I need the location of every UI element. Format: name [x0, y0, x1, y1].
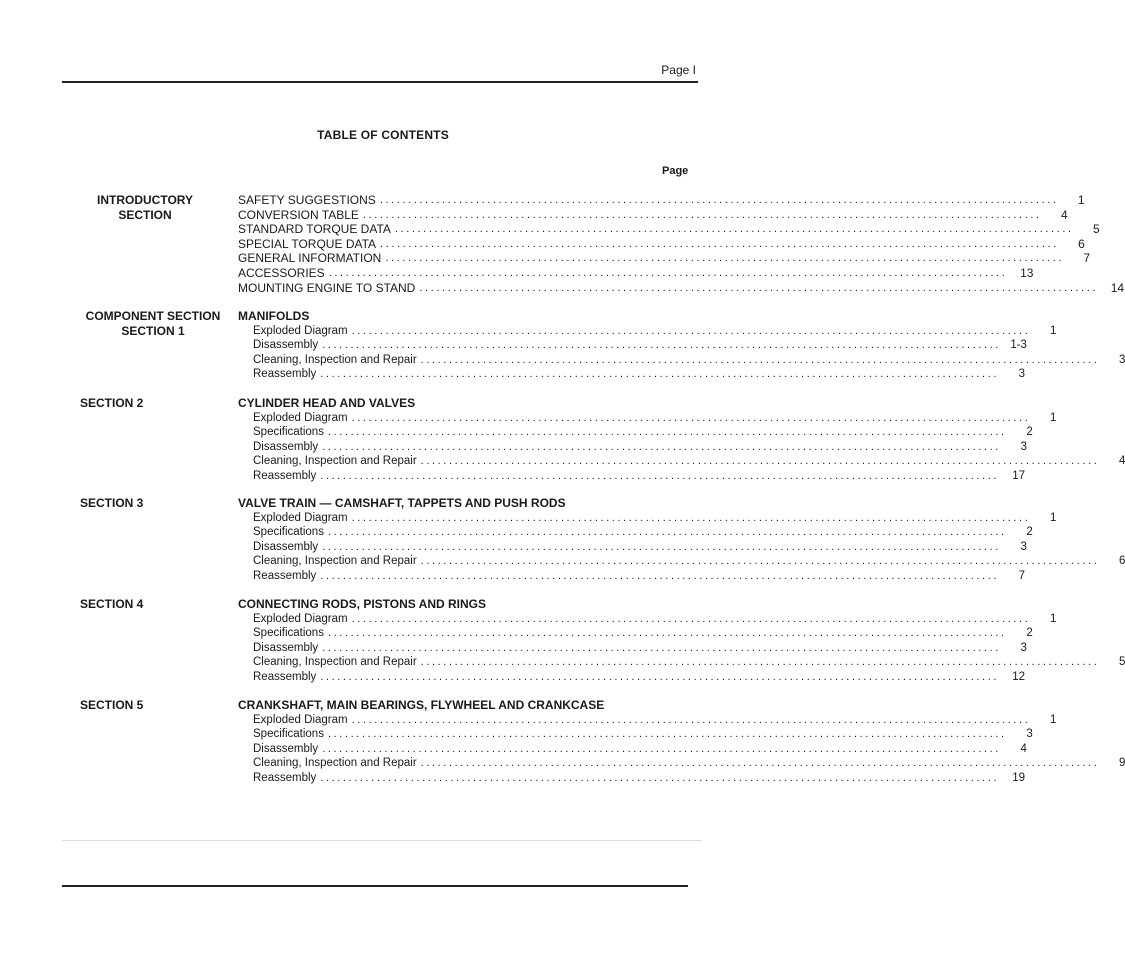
- dot-leader: ........................................................................................................................: [320, 771, 1000, 784]
- dot-leader: ........................................................................................................................: [327, 627, 1007, 640]
- section-heading-text: CRANKSHAFT, MAIN BEARINGS, FLYWHEEL AND CRANKCASE: [238, 698, 605, 712]
- section-label: [80, 396, 230, 411]
- entry-page: 6: [1078, 236, 1085, 251]
- toc-entry[interactable]: [238, 713, 1057, 728]
- entry-label: MOUNTING ENGINE TO STAND: [238, 280, 416, 295]
- toc-entry[interactable]: [238, 655, 1125, 670]
- section-heading: [238, 396, 688, 411]
- dot-leader: ........................................................................................................................: [351, 324, 1031, 337]
- entry-page: 2: [1026, 426, 1033, 439]
- entry-label: Reassembly: [253, 569, 317, 582]
- entry-page: 2: [1026, 526, 1033, 539]
- toc-entry[interactable]: [238, 670, 1026, 685]
- section-entries: [238, 496, 1125, 584]
- section-label: [80, 698, 230, 713]
- entry-page: 6: [1119, 555, 1125, 568]
- entry-page: 3: [1020, 540, 1027, 553]
- page-title: TABLE OF CONTENTS: [317, 128, 449, 142]
- dot-leader: ........................................................................................................................: [320, 569, 1000, 582]
- dot-leader: ........................................................................................................................: [320, 469, 1000, 482]
- entry-page: 3: [1020, 641, 1027, 654]
- toc-entry[interactable]: [238, 265, 1034, 281]
- toc-entry[interactable]: [238, 554, 1125, 569]
- entry-page: 19: [1012, 771, 1026, 784]
- entry-page: 14: [1110, 280, 1125, 295]
- section-label-line: SECTION 4: [80, 597, 144, 611]
- section-entries: [238, 396, 1125, 484]
- toc-entry[interactable]: [238, 251, 1091, 266]
- section-heading: [238, 698, 688, 713]
- dot-leader: ........................................................................................................................: [320, 368, 1000, 381]
- toc-entry[interactable]: [238, 454, 1125, 469]
- dot-leader: ........................................................................................................................: [322, 742, 1001, 755]
- section-label-line: SECTION 2: [80, 396, 144, 410]
- section-label: [78, 309, 228, 338]
- section-entries: [238, 193, 1125, 295]
- entry-label: Exploded Diagram: [253, 411, 348, 424]
- entry-label: Exploded Diagram: [253, 324, 348, 337]
- entry-page: 7: [1083, 251, 1091, 266]
- dot-leader: ........................................................................................................................: [419, 281, 1099, 294]
- dot-leader: ........................................................................................................................: [420, 353, 1100, 366]
- dot-leader: ........................................................................................................................: [420, 455, 1100, 468]
- dot-leader: ........................................................................................................................: [328, 266, 1008, 279]
- dot-leader: ........................................................................................................................: [320, 670, 1000, 683]
- toc-entry[interactable]: [238, 353, 1125, 368]
- entry-label: Specifications: [253, 627, 324, 640]
- entry-label: Disassembly: [253, 440, 319, 453]
- entry-page: 5: [1119, 656, 1125, 669]
- toc-entry[interactable]: [238, 469, 1026, 484]
- toc-entry[interactable]: [238, 367, 1026, 382]
- toc-entry[interactable]: [238, 641, 1027, 656]
- toc-entry[interactable]: [238, 540, 1027, 555]
- section-heading: [238, 597, 688, 612]
- entry-page: 4: [1060, 207, 1068, 222]
- toc-entry[interactable]: [238, 338, 1027, 353]
- toc-entry[interactable]: [238, 440, 1027, 455]
- page-number-label: Page I: [661, 63, 696, 77]
- entry-label: SPECIAL TORQUE DATA: [238, 236, 377, 251]
- toc-entry[interactable]: [238, 569, 1026, 584]
- entry-page: 1: [1049, 411, 1057, 424]
- section-heading-text: MANIFOLDS: [238, 309, 310, 323]
- section-label-line: SECTION 3: [80, 496, 144, 510]
- section-label-line: COMPONENT SECTION: [85, 309, 221, 323]
- entry-page: 1: [1049, 324, 1057, 337]
- dot-leader: ........................................................................................................................: [351, 511, 1031, 524]
- entry-page: 1: [1077, 193, 1085, 207]
- entry-page: 13: [1020, 265, 1034, 280]
- toc-entry[interactable]: [238, 612, 1057, 627]
- entry-label: Specifications: [253, 426, 324, 439]
- dot-leader: ........................................................................................................................: [394, 223, 1074, 236]
- section-label: [70, 193, 220, 222]
- dot-leader: ........................................................................................................................: [351, 713, 1031, 726]
- dot-leader: ........................................................................................................................: [420, 656, 1100, 669]
- dot-leader: ........................................................................................................................: [420, 555, 1100, 568]
- entry-page: 1: [1049, 713, 1057, 726]
- entry-label: Reassembly: [253, 469, 317, 482]
- entry-label: Exploded Diagram: [253, 713, 348, 726]
- dot-leader: ........................................................................................................................: [322, 339, 1001, 352]
- page-column-header: Page: [662, 165, 689, 177]
- entry-page: 4: [1020, 742, 1027, 755]
- toc-entry[interactable]: [238, 742, 1027, 757]
- entry-page: 3: [1020, 440, 1027, 453]
- section-label: [80, 496, 230, 511]
- entry-label: Disassembly: [253, 540, 319, 553]
- toc-entry[interactable]: [238, 324, 1057, 339]
- dot-leader: ........................................................................................................................: [322, 641, 1001, 654]
- toc-entry[interactable]: [238, 525, 1033, 540]
- entry-label: Reassembly: [253, 670, 317, 683]
- toc-entry[interactable]: [238, 626, 1033, 641]
- dot-leader: ........................................................................................................................: [351, 411, 1031, 424]
- faint-rule: [62, 840, 702, 841]
- entry-page: 12: [1012, 670, 1026, 683]
- entry-page: 3: [1018, 368, 1026, 381]
- entry-label: Disassembly: [253, 339, 319, 352]
- section-label-line: SECTION 5: [80, 698, 144, 712]
- entry-page: 1: [1049, 612, 1057, 625]
- footer-rule: [62, 885, 688, 887]
- dot-leader: ........................................................................................................................: [385, 252, 1065, 265]
- entry-label: CONVERSION TABLE: [238, 207, 359, 222]
- entry-label: Exploded Diagram: [253, 612, 348, 625]
- section-entries: [238, 597, 1125, 685]
- toc-entry[interactable]: [238, 236, 1085, 252]
- entry-page: 5: [1092, 222, 1100, 237]
- entry-label: Disassembly: [253, 742, 319, 755]
- section-label: [80, 597, 230, 612]
- entry-label: Exploded Diagram: [253, 511, 348, 524]
- toc-entry[interactable]: [238, 756, 1125, 771]
- entry-page: 4: [1119, 455, 1125, 468]
- entry-label: STANDARD TORQUE DATA: [238, 222, 391, 237]
- dot-leader: ........................................................................................................................: [322, 440, 1001, 453]
- dot-leader: ........................................................................................................................: [420, 757, 1100, 770]
- entry-page: 1-3: [1010, 339, 1027, 352]
- section-heading: [238, 496, 688, 511]
- entry-label: Cleaning, Inspection and Repair: [253, 353, 417, 366]
- dot-leader: ........................................................................................................................: [322, 540, 1001, 553]
- section-heading-text: VALVE TRAIN — CAMSHAFT, TAPPETS AND PUSH RODS: [238, 496, 566, 510]
- section-label-line: SECTION 1: [121, 323, 185, 338]
- toc-entry[interactable]: [238, 411, 1057, 426]
- entry-page: 17: [1012, 469, 1026, 482]
- dot-leader: ........................................................................................................................: [351, 612, 1031, 625]
- section-heading-text: CONNECTING RODS, PISTONS AND RINGS: [238, 597, 487, 611]
- section-label-line: INTRODUCTORY: [97, 193, 193, 207]
- entry-label: SAFETY SUGGESTIONS: [238, 193, 376, 207]
- dot-leader: ........................................................................................................................: [327, 728, 1007, 741]
- entry-label: Reassembly: [253, 771, 317, 784]
- section-heading: [238, 309, 688, 324]
- toc-entry[interactable]: [238, 222, 1100, 237]
- entry-page: 7: [1018, 569, 1026, 582]
- toc-entry[interactable]: [238, 193, 1085, 208]
- entry-label: Cleaning, Inspection and Repair: [253, 455, 417, 468]
- entry-label: Cleaning, Inspection and Repair: [253, 656, 417, 669]
- section-heading-text: CYLINDER HEAD AND VALVES: [238, 396, 416, 410]
- toc-entry[interactable]: [238, 207, 1068, 223]
- entry-label: Reassembly: [253, 368, 317, 381]
- toc-entry[interactable]: [238, 280, 1125, 296]
- entry-label: Disassembly: [253, 641, 319, 654]
- toc-entry[interactable]: [238, 425, 1033, 440]
- dot-leader: ........................................................................................................................: [379, 194, 1059, 206]
- entry-page: 1: [1049, 511, 1057, 524]
- entry-page: 9: [1119, 757, 1125, 770]
- section-label-line: SECTION: [118, 207, 172, 222]
- dot-leader: ........................................................................................................................: [327, 426, 1007, 439]
- entry-label: Specifications: [253, 728, 324, 741]
- dot-leader: ........................................................................................................................: [380, 237, 1059, 250]
- toc-entry[interactable]: [238, 511, 1057, 526]
- entry-page: 3: [1026, 728, 1033, 741]
- header-rule: [62, 81, 698, 83]
- dot-leader: ........................................................................................................................: [327, 526, 1007, 539]
- section-entries: [238, 698, 1125, 786]
- entry-page: 3: [1119, 353, 1125, 366]
- entry-label: ACCESSORIES: [238, 265, 325, 280]
- dot-leader: ........................................................................................................................: [362, 208, 1042, 221]
- entry-label: Specifications: [253, 526, 324, 539]
- section-entries: [238, 309, 1125, 382]
- toc-entry[interactable]: [238, 727, 1033, 742]
- entry-label: Cleaning, Inspection and Repair: [253, 757, 417, 770]
- entry-label: GENERAL INFORMATION: [238, 251, 382, 266]
- toc-entry[interactable]: [238, 771, 1026, 786]
- entry-label: Cleaning, Inspection and Repair: [253, 555, 417, 568]
- entry-page: 2: [1026, 627, 1033, 640]
